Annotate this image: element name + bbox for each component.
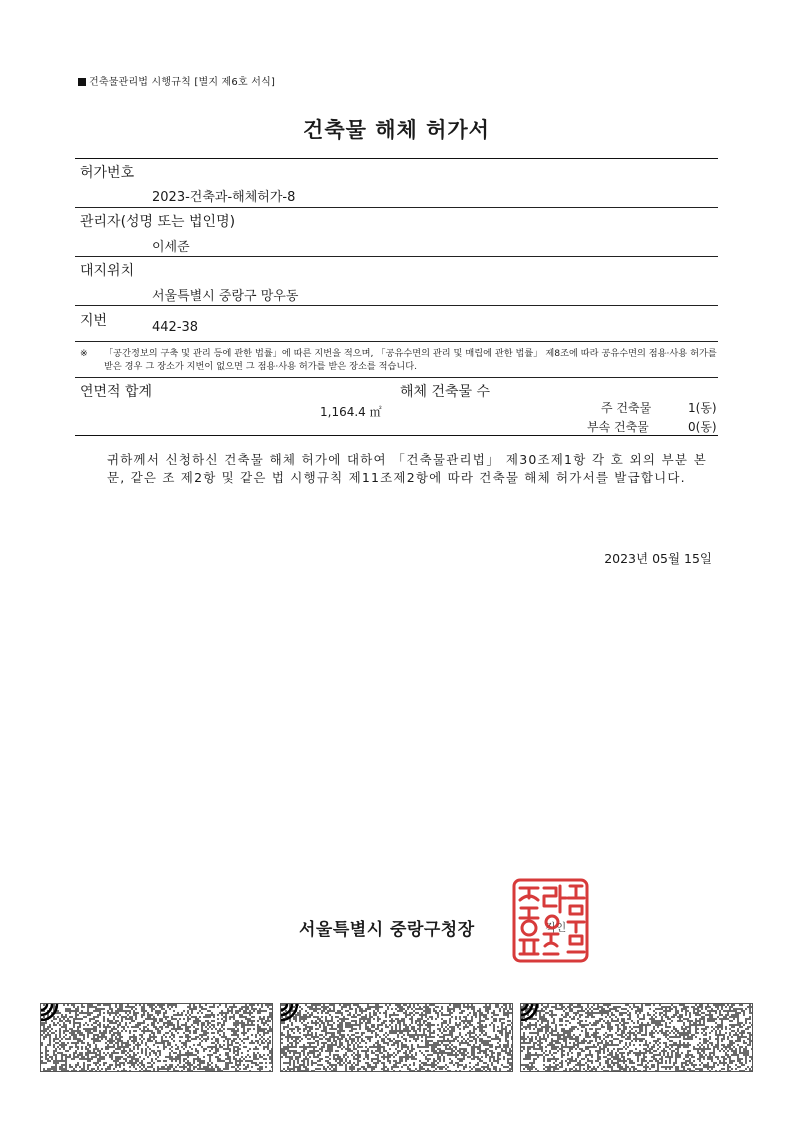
- site-location-value: 서울특별시 중랑구 망우동: [152, 289, 299, 304]
- manager-value: 이세준: [152, 240, 190, 255]
- issuer-name: 서울특별시 중랑구청장: [299, 920, 475, 940]
- document-title: 건축물 해체 허가서: [303, 118, 490, 142]
- permit-number-label: 허가번호: [80, 165, 135, 181]
- footnote-mark: ※: [80, 348, 88, 359]
- total-area-value: 1,164.4 ㎡: [320, 405, 382, 419]
- row-divider: [75, 256, 718, 257]
- main-building-label: 주 건축물: [601, 401, 652, 415]
- row-divider: [75, 207, 718, 208]
- issue-date: 2023년 05월 15일: [604, 551, 712, 566]
- barcode-1: [40, 1003, 273, 1072]
- sub-building-value: 0(동): [688, 420, 717, 434]
- permit-body-text: 귀하께서 신청하신 건축물 해체 허가에 대하여 「건축물관리법」 제30조제1항 각 호 외의 부분 본문, 같은 조 제2항 및 같은 법 시행규칙 제11조제2항에 따라 건축물 해체 허가서를 발급합니다.: [107, 452, 707, 485]
- row-divider: [75, 377, 718, 378]
- square-bullet-icon: [78, 78, 86, 86]
- footnote: [80, 347, 720, 373]
- site-location-label: 대지위치: [80, 263, 135, 279]
- barcode-3: [520, 1003, 753, 1072]
- row-divider: [75, 341, 718, 342]
- sub-building-label: 부속 건축물: [587, 420, 649, 434]
- barcode-pattern-icon: [41, 1004, 273, 1072]
- official-seal-icon: [512, 878, 589, 963]
- barcode-pattern-icon: [281, 1004, 513, 1072]
- form-note: [78, 73, 275, 88]
- seal-label: 직인: [545, 921, 567, 934]
- lot-number-label: 지번: [80, 313, 108, 329]
- permit-number-value: 2023-건축과-해체허가-8: [152, 190, 296, 205]
- total-area-label: 연면적 합계: [80, 384, 153, 400]
- manager-label: 관리자(성명 또는 법인명): [80, 214, 236, 230]
- barcode-pattern-icon: [521, 1004, 753, 1072]
- row-divider: [75, 305, 718, 306]
- top-divider: [75, 158, 718, 159]
- main-building-value: 1(동): [688, 401, 717, 415]
- footnote-text: 「공간정보의 구축 및 관리 등에 관한 법률」에 따른 지번을 적으며, 「공유수면의 관리 및 매립에 관한 법률」 제8조에 따라 공유수면의 점용·사용 허가를 받은 경우 그 장소가 지번이 없으면 그 점용·사용 허가를 받은 장소를 적습니다.: [104, 348, 717, 372]
- form-note-text: 건축물관리법 시행규칙 [별지 제6호 서식]: [89, 77, 276, 88]
- lot-number-value: 442-38: [152, 320, 199, 335]
- barcode-2: [280, 1003, 513, 1072]
- demolition-count-label: 해체 건축물 수: [400, 384, 491, 400]
- bottom-divider: [75, 435, 718, 436]
